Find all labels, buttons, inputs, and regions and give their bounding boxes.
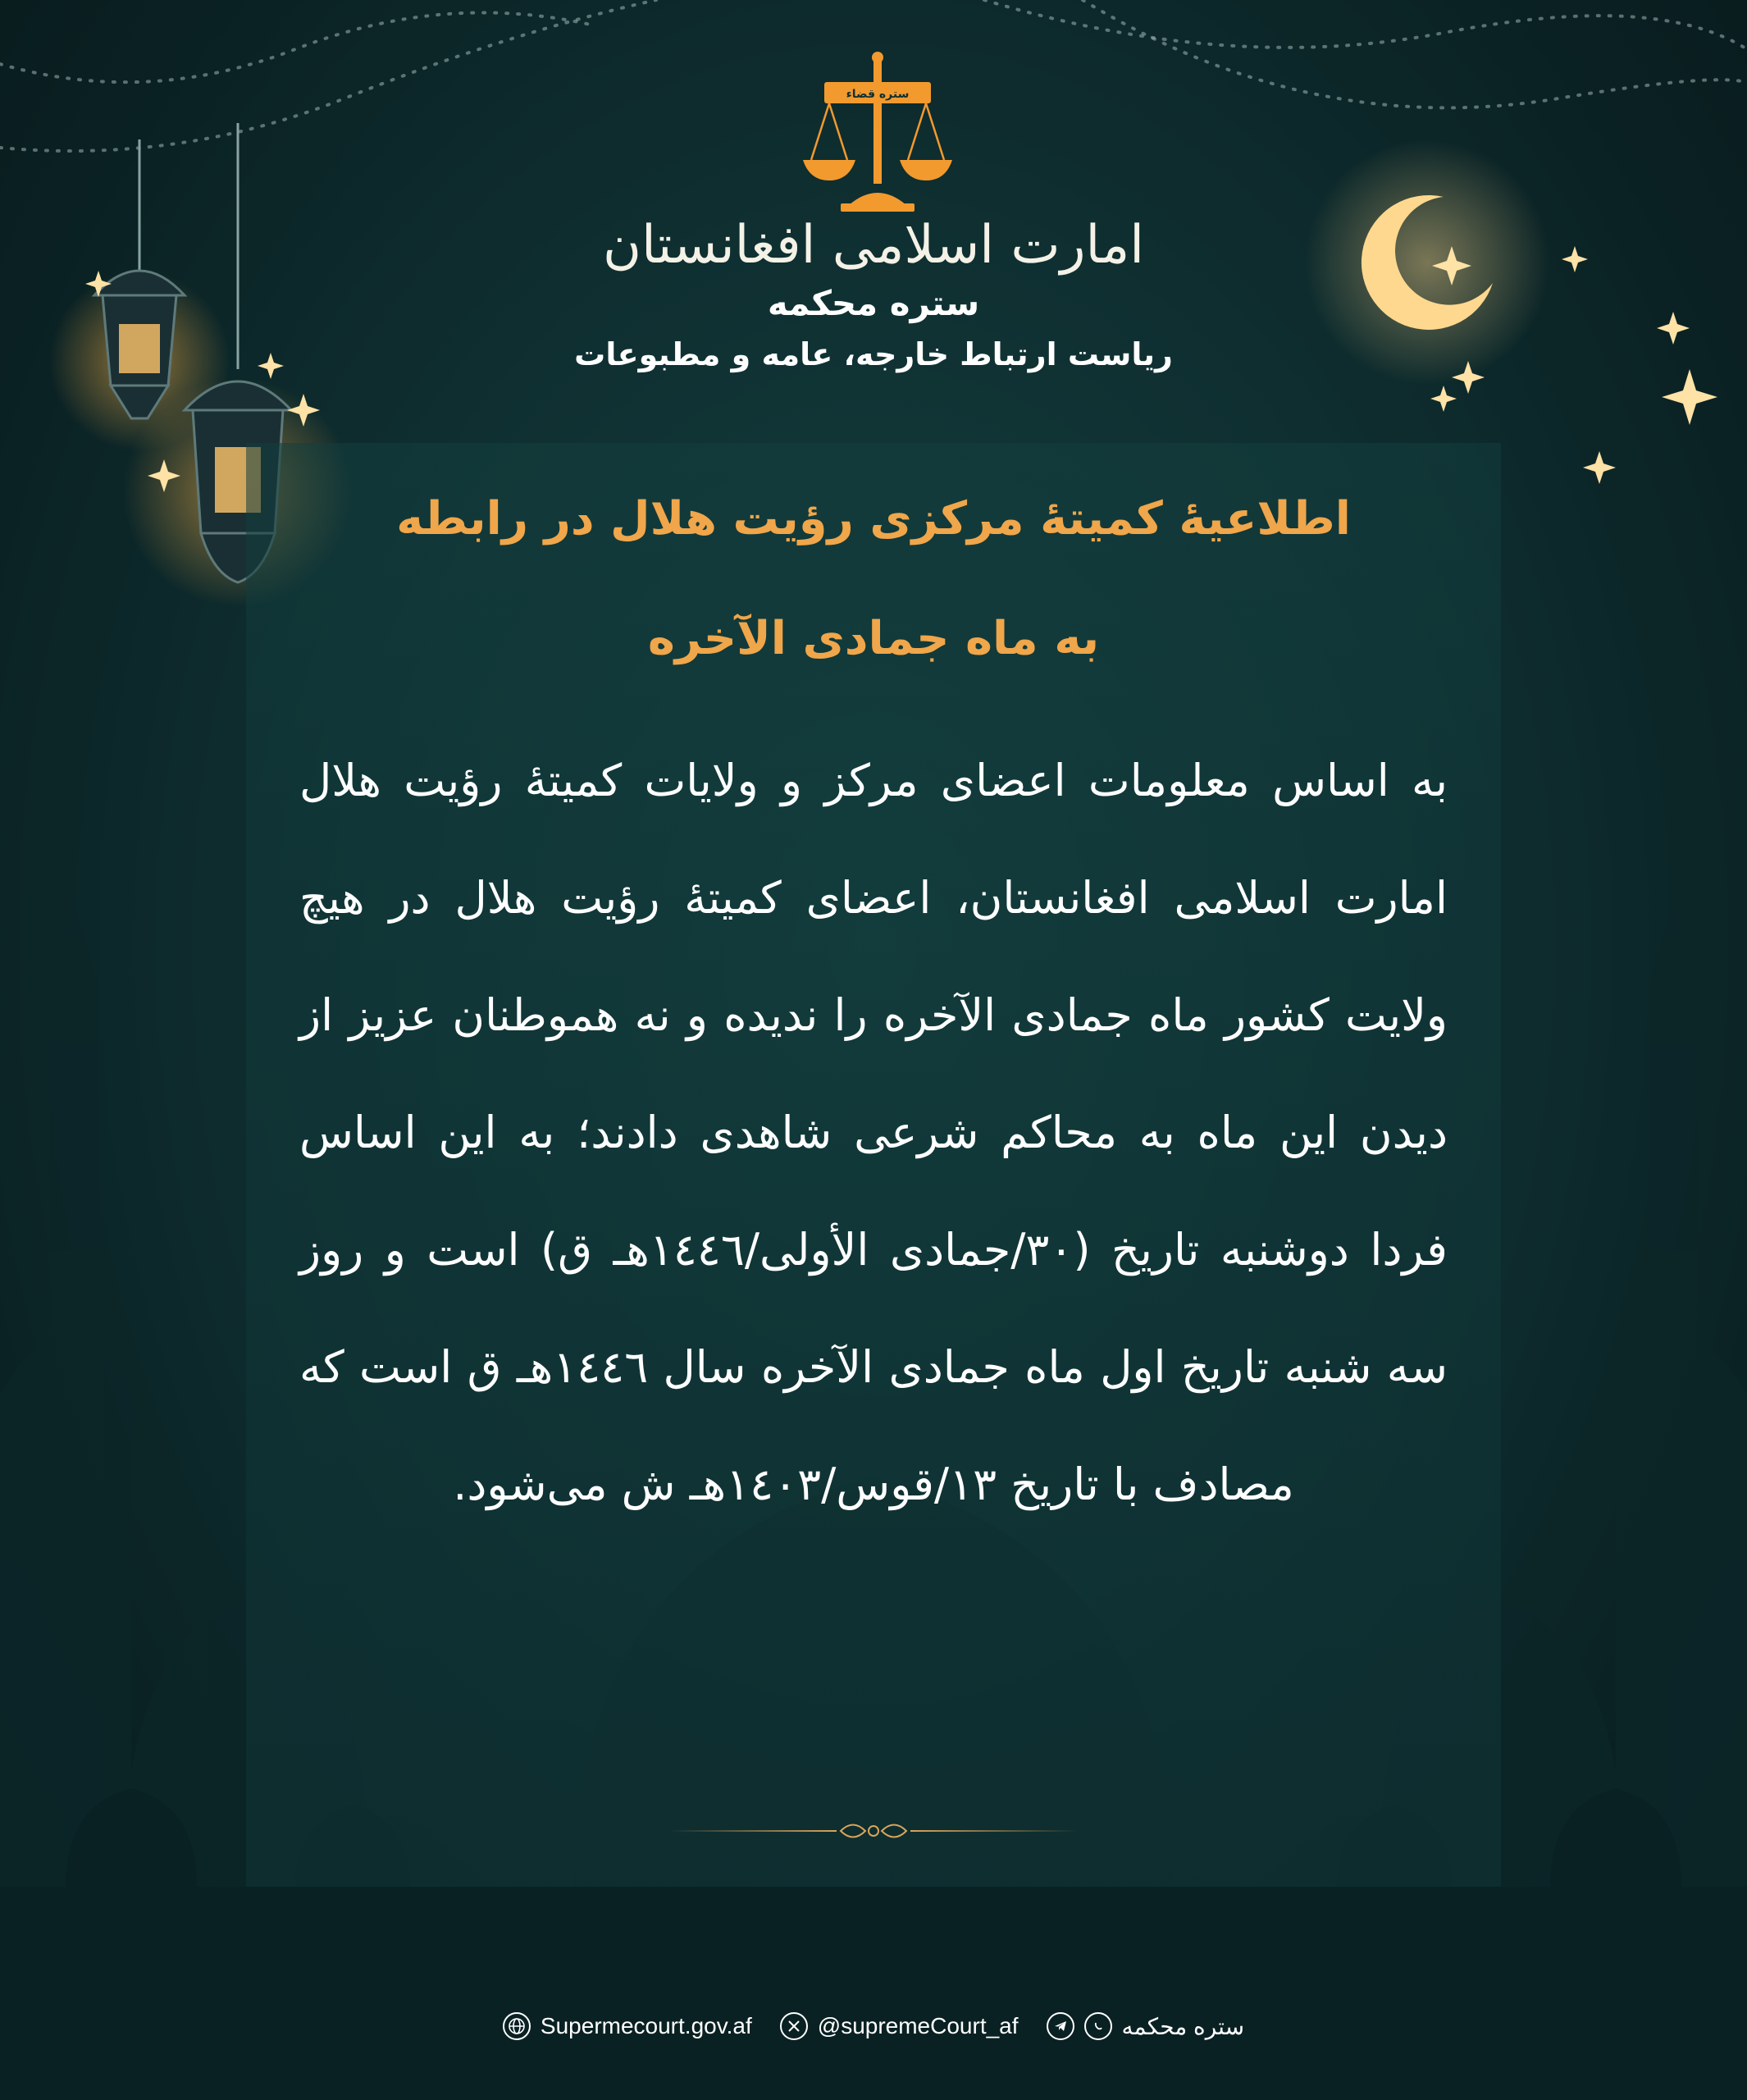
announcement-body: به اساس معلومات اعضای مرکز و ولایات کمیتۀ رؤیت هلال امارت اسلامی افغانستان، اعضای کمیتۀ رؤیت هلال در هیچ ولایت کشور ماه جمادی الآخره را ندیده و نه هموطنان عزیز از دیدن این ماه به محاکم شرعی شاهدی دادند؛ به این اساس فردا دوشنبه تاریخ (۳۰/جمادی الأولی/۱٤٤٦هـ ق) است و روز سه شنبه تاریخ اول ماه جمادی الآخره سال ۱٤٤٦هـ ق است که مصادف با تاریخ ۱۳/قوس/۱٤۰۳هـ ش می‌شود.: [299, 755, 1448, 1510]
org-name: ستره محکمه: [767, 283, 980, 323]
social-name-text: ستره محکمه: [1121, 2013, 1245, 2039]
x-handle-text: @supremeCourt_af: [817, 2013, 1019, 2038]
whatsapp-icon: [1084, 2012, 1112, 2040]
social-accounts-link[interactable]: [1047, 2012, 1245, 2040]
announcement-title-line2: به ماه جمادی الآخره: [647, 612, 1100, 665]
emirate-calligraphy: امارت اسلامی افغانستان: [602, 215, 1145, 276]
website-link[interactable]: [503, 2012, 752, 2040]
x-logo-icon: [780, 2012, 808, 2040]
footer-bar: [0, 2002, 1747, 2051]
x-account-link[interactable]: [780, 2012, 1019, 2040]
telegram-icon: [1047, 2012, 1074, 2040]
divider-ornament: [668, 1815, 1079, 1847]
scales-of-justice-logo: [800, 49, 956, 213]
announcement-title-line1: اطلاعیۀ کمیتۀ مرکزی رؤیت هلال در رابطه: [396, 492, 1351, 546]
department-name: ریاست ارتباط خارجه، عامه و مطبوعات: [574, 336, 1173, 372]
globe-icon: [503, 2012, 531, 2040]
website-text: Supermecourt.gov.af: [540, 2013, 752, 2038]
emblem-text: ستره قضاء: [846, 88, 910, 101]
